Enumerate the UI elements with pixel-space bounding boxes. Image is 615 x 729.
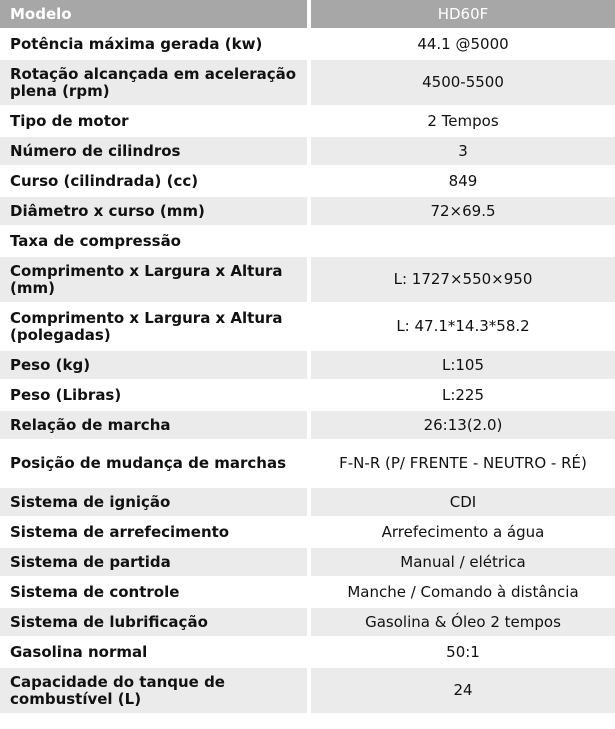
- spec-label: Sistema de controle: [0, 578, 307, 606]
- table-row: [0, 518, 615, 546]
- table-row: [0, 381, 615, 409]
- spec-value: F-N-R (P/ FRENTE - NEUTRO - RÉ): [311, 441, 615, 486]
- header-model-label: Modelo: [0, 0, 307, 28]
- spec-label: Capacidade do tanque de combustível (L): [0, 668, 307, 713]
- spec-label: Número de cilindros: [0, 137, 307, 165]
- spec-label: Diâmetro x curso (mm): [0, 197, 307, 225]
- table-row: [0, 548, 615, 576]
- spec-label: Peso (Libras): [0, 381, 307, 409]
- table-row: [0, 137, 615, 165]
- spec-value: 44.1 @5000: [311, 30, 615, 58]
- table-row: [0, 107, 615, 135]
- table-row: [0, 197, 615, 225]
- spec-value: 4500-5500: [311, 60, 615, 105]
- spec-label: Tipo de motor: [0, 107, 307, 135]
- spec-value: CDI: [311, 488, 615, 516]
- table-row: [0, 60, 615, 105]
- spec-value: Manche / Comando à distância: [311, 578, 615, 606]
- spec-value: L:105: [311, 351, 615, 379]
- table-row: [0, 411, 615, 439]
- table-row: [0, 441, 615, 486]
- table-row: [0, 227, 615, 255]
- table-row: [0, 304, 615, 349]
- spec-value: 26:13(2.0): [311, 411, 615, 439]
- spec-value: L: 47.1*14.3*58.2: [311, 304, 615, 349]
- spec-label: Sistema de lubrificação: [0, 608, 307, 636]
- spec-value: [311, 227, 615, 255]
- table-row: [0, 578, 615, 606]
- table-header-row: [0, 0, 615, 28]
- spec-label: Sistema de arrefecimento: [0, 518, 307, 546]
- spec-value: 24: [311, 668, 615, 713]
- spec-value: L: 1727×550×950: [311, 257, 615, 302]
- spec-value: L:225: [311, 381, 615, 409]
- spec-value: Gasolina & Óleo 2 tempos: [311, 608, 615, 636]
- spec-label: Potência máxima gerada (kw): [0, 30, 307, 58]
- spec-label: Sistema de ignição: [0, 488, 307, 516]
- spec-label: Sistema de partida: [0, 548, 307, 576]
- spec-label: Comprimento x Largura x Altura (polegadas): [0, 304, 307, 349]
- spec-value: 849: [311, 167, 615, 195]
- header-model-value: HD60F: [311, 0, 615, 28]
- spec-label: Gasolina normal: [0, 638, 307, 666]
- table-row: [0, 638, 615, 666]
- spec-label: Curso (cilindrada) (cc): [0, 167, 307, 195]
- table-row: [0, 351, 615, 379]
- spec-value: Manual / elétrica: [311, 548, 615, 576]
- table-row: [0, 608, 615, 636]
- spec-label: Taxa de compressão: [0, 227, 307, 255]
- spec-label: Posição de mudança de marchas: [0, 441, 307, 486]
- spec-label: Comprimento x Largura x Altura (mm): [0, 257, 307, 302]
- table-row: [0, 668, 615, 713]
- table-row: [0, 257, 615, 302]
- spec-value: 72×69.5: [311, 197, 615, 225]
- spec-value: 50:1: [311, 638, 615, 666]
- spec-label: Relação de marcha: [0, 411, 307, 439]
- spec-value: Arrefecimento a água: [311, 518, 615, 546]
- spec-label: Rotação alcançada em aceleração plena (rpm): [0, 60, 307, 105]
- table-row: [0, 488, 615, 516]
- spec-value: 3: [311, 137, 615, 165]
- spec-label: Peso (kg): [0, 351, 307, 379]
- table-row: [0, 30, 615, 58]
- table-row: [0, 167, 615, 195]
- spec-value: 2 Tempos: [311, 107, 615, 135]
